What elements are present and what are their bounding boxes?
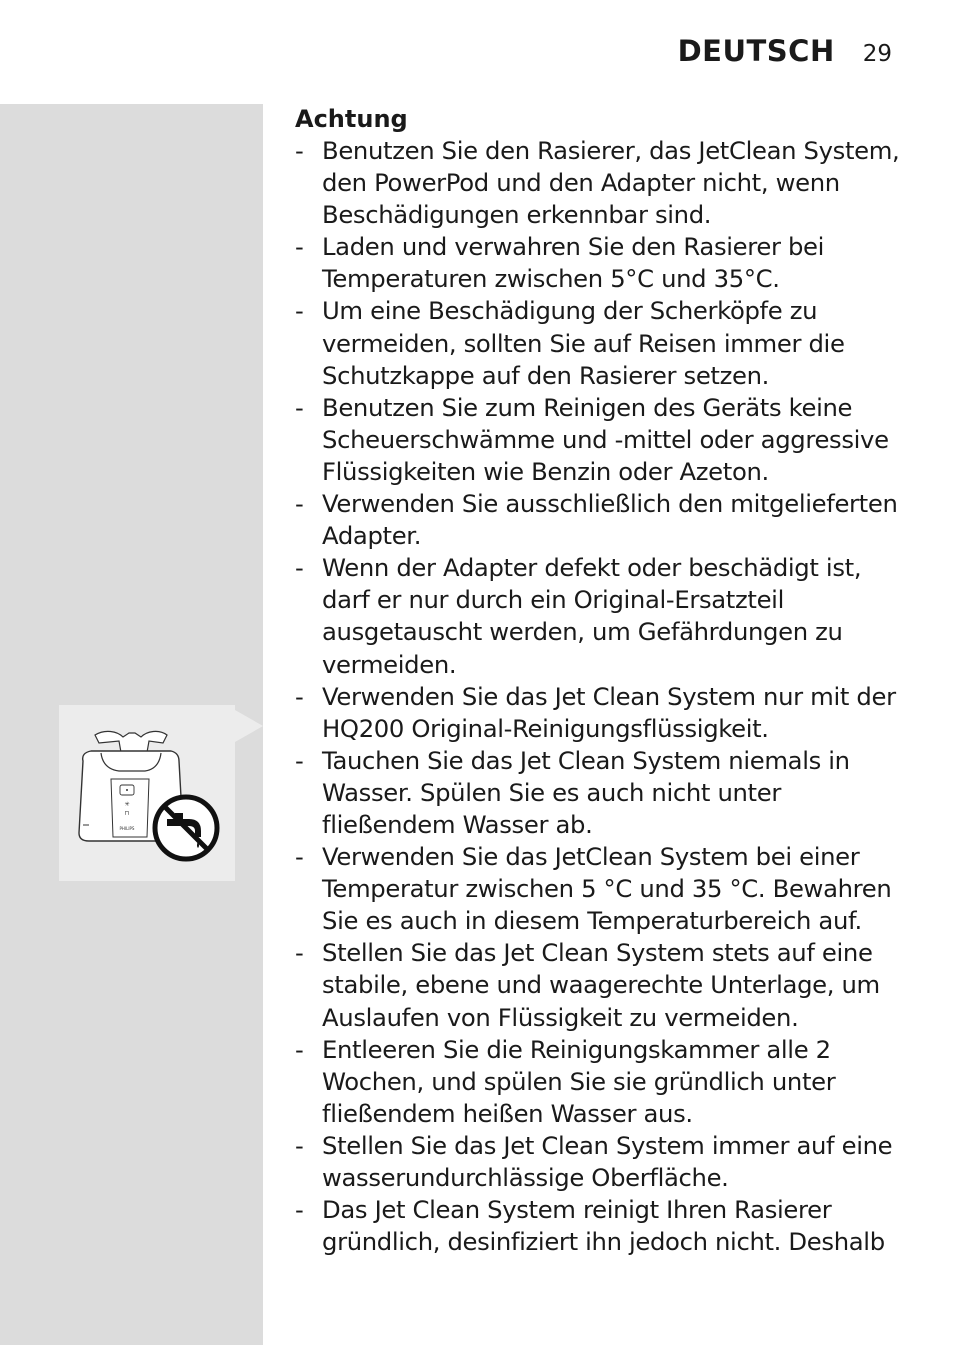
list-item: - Entleeren Sie die Reinigungskammer alle 2 Wochen, und spülen Sie sie gründlich unter fließendem heißen Wasser aus. <box>295 1034 836 1128</box>
warning-list <box>295 135 905 1258</box>
section-heading: Achtung <box>295 105 408 133</box>
list-item: - Benutzen Sie den Rasierer, das JetClean System, den PowerPod und den Adapter nicht, wenn Beschädigungen erkennbar sind. <box>295 136 900 230</box>
list-item: - Stellen Sie das Jet Clean System immer auf eine wasserundurchlässige Oberfläche. <box>295 1130 893 1192</box>
list-item: - Tauchen Sie das Jet Clean System niemals in Wasser. Spülen Sie es auch nicht unter fließendem Wasser ab. <box>295 745 850 839</box>
list-item: - Stellen Sie das Jet Clean System stets auf eine stabile, ebene und waagerechte Unterlage, um Auslaufen von Flüssigkeit zu vermeiden. <box>295 938 880 1032</box>
list-item: - Verwenden Sie das JetClean System bei einer Temperatur zwischen 5 °C und 35 °C. Bewahren Sie es auch in diesem Temperaturbereich auf. <box>295 842 892 936</box>
page-header <box>678 34 892 68</box>
language-title: DEUTSCH <box>677 34 835 68</box>
svg-text:⊓: ⊓ <box>124 810 130 817</box>
list-item: - Verwenden Sie das Jet Clean System nur mit der HQ200 Original-Reinigungsflüssigkeit. <box>295 681 896 743</box>
list-item: - Um eine Beschädigung der Scherköpfe zu vermeiden, sollten Sie auf Reisen immer die Schutzkappe auf den Rasierer setzen. <box>295 296 845 390</box>
warning-illustration <box>59 705 235 881</box>
page-number: 29 <box>862 41 892 67</box>
svg-text:✳: ✳ <box>124 801 130 808</box>
list-item: - Wenn der Adapter defekt oder beschädigt ist, darf er nur durch ein Original-Ersatzteil ausgetauscht werden, um Gefährdungen zu vermeiden. <box>295 553 862 679</box>
list-item: - Das Jet Clean System reinigt Ihren Rasierer gründlich, desinfiziert ihn jedoch nicht. Deshalb <box>295 1195 885 1257</box>
no-water-tap-icon <box>151 793 221 863</box>
main-content <box>295 103 905 1258</box>
figure-pointer <box>235 710 263 742</box>
list-item: - Benutzen Sie zum Reinigen des Geräts keine Scheuerschwämme und -mittel oder aggressive Flüssigkeiten wie Benzin oder Azeton. <box>295 392 889 486</box>
device-brand-label: PHILIPS <box>119 826 135 831</box>
list-item: - Laden und verwahren Sie den Rasierer bei Temperaturen zwischen 5°C und 35°C. <box>295 232 825 294</box>
list-item: - Verwenden Sie ausschließlich den mitgelieferten Adapter. <box>295 489 898 551</box>
